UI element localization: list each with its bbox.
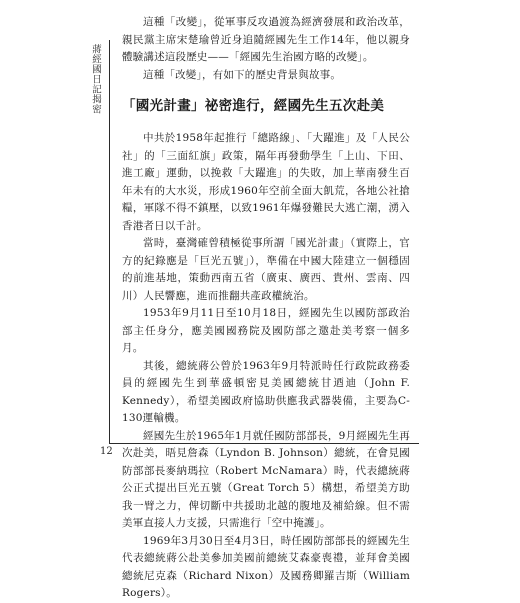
intro-paragraph-1: 這種「改變」，從軍事反攻過渡為經濟發展和政治改革，親民黨主席宋楚瑜曾近身追隨經國先生工作14年，他以親身體驗講述這段歷史——「經國先生治國方略的改變」。	[122, 16, 410, 63]
body-paragraph-6: 1969年3月30日至4月3日，時任國防部部長的經國先生代表總統蔣公赴美參加美國前總統艾森豪喪禮，並拜會美國總統尼克森（Richard Nixon）及國務卿羅吉斯（William Rogers）。	[122, 534, 410, 599]
body-paragraph-2: 當時，臺灣確曾積極從事所謂「國光計畫」（實際上，官方的紀錄應是「巨光五號」），準備在中國大陸建立一個穩固的前進基地，策動西南五省（廣東、廣西、貴州、雲南、四川）人民響應，進而推翻共產政權統治。	[122, 237, 410, 302]
page-content	[122, 14, 410, 603]
body-paragraph-3: 1953年9月11日至10月18日，經國先生以國防部政治部主任身分，應美國國務院及國防部之邀赴美考察一個多月。	[122, 307, 410, 354]
body-paragraph-5: 經國先生於1965年1月就任國防部部長，9月經國先生再次赴美，晤見詹森（Lyndon B. Johnson）總統，在會見國防部部長麥納瑪拉（Robert McNamara）時，代表總統蔣公正式提出巨光五號（Great Torch 5）構想，希望美方助我一臂之力，俾切斷中共援助北越的腹地及補給線。但不需美軍直接人力支援，只需進行「空中掩護」。	[122, 429, 410, 529]
intro-paragraph-2: 這種「改變」，有如下的歷史背景與故事。	[143, 68, 342, 81]
running-head: 蔣經國日記揭密	[90, 44, 101, 114]
page-number: 12	[100, 446, 113, 457]
section-heading: 「國光計畫」祕密進行，經國先生五次赴美	[122, 98, 385, 114]
body-paragraph-1: 中共於1958年起推行「總路線」、「大躍進」及「人民公社」的「三面紅旗」政策，隔年再發動學生「上山、下田、進工廠」運動，以挽救「大躍進」的失敗，加上華南發生百年未有的大水災，形成1960年空前全面大飢荒，各地公社搶糧，軍隊不得不鎮壓，以致1961年爆發難民大逃亡潮，湧入香港者日以千計。	[122, 132, 410, 232]
footer-rule	[109, 443, 419, 444]
margin-rule	[109, 40, 110, 444]
body-paragraph-4: 其後，總統蔣公曾於1963年9月特派時任行政院政務委員的經國先生到華盛頓密見美國總統甘迺迪（John F. Kennedy），希望美國政府協助供應我武器裝備，主要為C-130運輸機。	[122, 359, 410, 424]
